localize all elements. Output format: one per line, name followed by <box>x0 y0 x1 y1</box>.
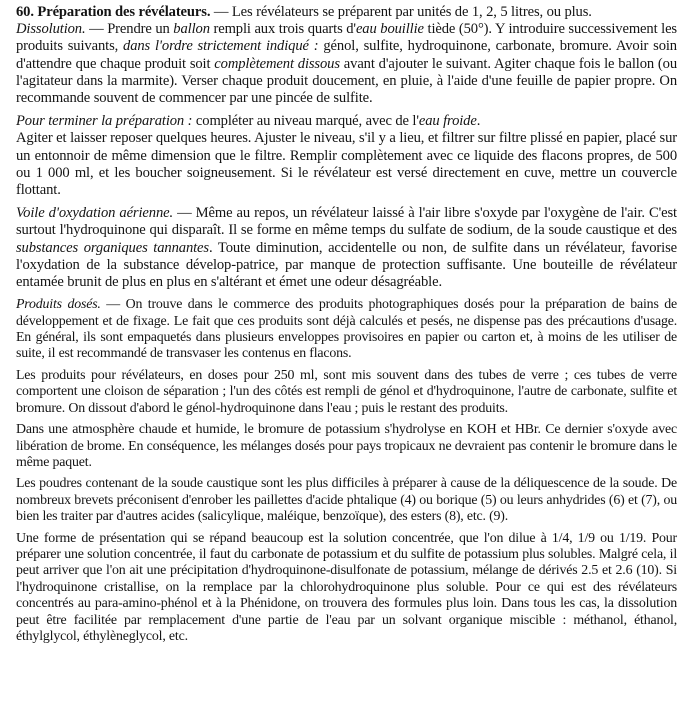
paragraph-forme: Une forme de présentation qui se répand beaucoup est la solution concentrée, que l'on dilue à 1/4, 1/9 ou 1/19. Pour préparer une solution concentrée, il faut du carbonate de potassium et du sulfite de potassium plus solubles. Malgré cela, il peut arriver que l'on ait une précipitation d'hydroquinone-disulfonate de potassium, mélange de dérivés 2.5 et 2.6 (10). Si l'hydroquinone cristallise, on la remplace par la chlorohydroquinone plus soluble. Pour ce qui est des révélateurs concentrés au para-amino-phénol et à la Phénidone, on trouvera des formules plus loin. Dans tous les cas, la dissolution peut être facilitée par remplacement d'une partie de l'eau par un solvant organique miscible : méthanol, éthanol, éthylglycol, éthylèneglycol, etc. <box>16 530 677 644</box>
text-run: — Prendre un <box>85 21 174 38</box>
text-run: — On trouve dans le commerce des produits photographiques dosés pour la préparation de bains de développement et de fixage. Le fait que ces produits sont déjà calculés et pesés, ne dispense pas des précautions d'usage. En général, ils sont empaquetés dans plusieurs enveloppes provisoires en papier ou carton et, à moins de les utiliser de suite, il est recommandé de transvaser les contenus en flacons. <box>16 297 677 362</box>
text-run: tiède (50°). Y introduire successivement les produits suivants, <box>16 21 677 55</box>
italic-run: substances organiques tannantes <box>16 239 209 256</box>
paragraph-atmosphere: Dans une atmosphère chaude et humide, le bromure de potassium s'hydrolyse en KOH et HBr. Ce dernier s'oxyde avec libération de brome. En conséquence, les mélanges dosés pour pays tropicaux ne devraient pas contenir le bromure dans le même paquet. <box>16 422 677 470</box>
italic-run: ballon <box>173 21 210 38</box>
text-run: . <box>476 113 481 130</box>
italic-run: eau froide <box>418 113 477 130</box>
section-title: Préparation des révélateurs. <box>37 4 211 20</box>
paragraph-250ml: Les produits pour révélateurs, en doses pour 250 ml, sont mis souvent dans des tubes de verre ; ces tubes de verre comportent une cloison de séparation ; l'un des côtés est rempli de génol et d'hydroquinone, l'autre de carbonate, sulfite et bromure. On dissout d'abord le génol-hydroquinone dans l'eau ; puis le restant des produits. <box>16 367 677 416</box>
text-run: compléter au niveau marqué, avec de l' <box>192 113 419 130</box>
italic-run: dans l'ordre strictement indiqué : <box>123 38 319 55</box>
paragraph-terminer <box>16 113 677 199</box>
text-run: — Même au repos, un révélateur laissé à l'air libre s'oxyde par l'oxygène de l'air. C'est surtout l'hydroquinone qui disparaît. Il se forme en même temps du sulfate de sodium, de la soude caustique et des <box>16 205 677 239</box>
section-number: 60. <box>16 4 34 20</box>
text-run: Agiter et laisser reposer quelques heures. Ajuster le niveau, s'il y a lieu, et filtrer sur filtre plissé en papier, placé sur un entonnoir de même dimension que le filtre. Remplir complètement avec ce liquide des flacons propres, de 500 ou 1 000 ml, et les boucher soigneusement. Si le révélateur est versé directement en cuve, mettre un couvercle flottant. <box>16 130 677 199</box>
paragraph-voile <box>16 205 677 291</box>
text-run: génol, sulfite, hydroquinone, carbonate, bromure. Avoir soin d'attendre que chaque produit soit <box>16 38 677 72</box>
terminer-label: Pour terminer la préparation : <box>16 113 193 130</box>
paragraph-poudres: Les poudres contenant de la soude caustique sont les plus difficiles à préparer à cause de la déliquescence de la soude. De nombreux brevets préconisent d'enrober les paillettes d'acide phtalique (4) ou borique (5) ou leurs anhydrides (6) et (7), ou bien les traiter par d'autres acides (salicylique, maléique, benzoïque), des esters (8), etc. (9). <box>16 476 677 525</box>
text-run: avant d'ajouter le suivant. Agiter chaque fois le ballon (ou l'agitateur dans la marmite). Verser chaque produit doucement, en pluie, à l'aide d'une feuille de papier propre. On recommande souvent de commencer par une pincée de sulfite. <box>16 55 678 107</box>
dissolution-label: Dissolution. <box>16 21 86 38</box>
italic-run: complètement dissous <box>214 55 340 72</box>
paragraph-doses <box>16 297 677 363</box>
voile-label: Voile d'oxydation aérienne. <box>16 205 174 222</box>
italic-run: eau bouillie <box>355 21 424 38</box>
text-run: rempli aux trois quarts d' <box>209 21 356 38</box>
section-intro: — Les révélateurs se préparent par unités de 1, 2, 5 litres, ou plus. <box>210 4 592 20</box>
doses-label: Produits dosés. <box>16 297 101 313</box>
paragraph-preparation <box>16 4 677 107</box>
text-run: . Toute diminution, accidentelle ou non, de sulfite dans un révélateur, favorise l'oxydation de la substance dévelop-patrice, par manque de protection suffisante. Une bouteille de révélateur entamée brunit de plus en plus en s'altérant et émet une odeur désagréable. <box>16 239 677 291</box>
